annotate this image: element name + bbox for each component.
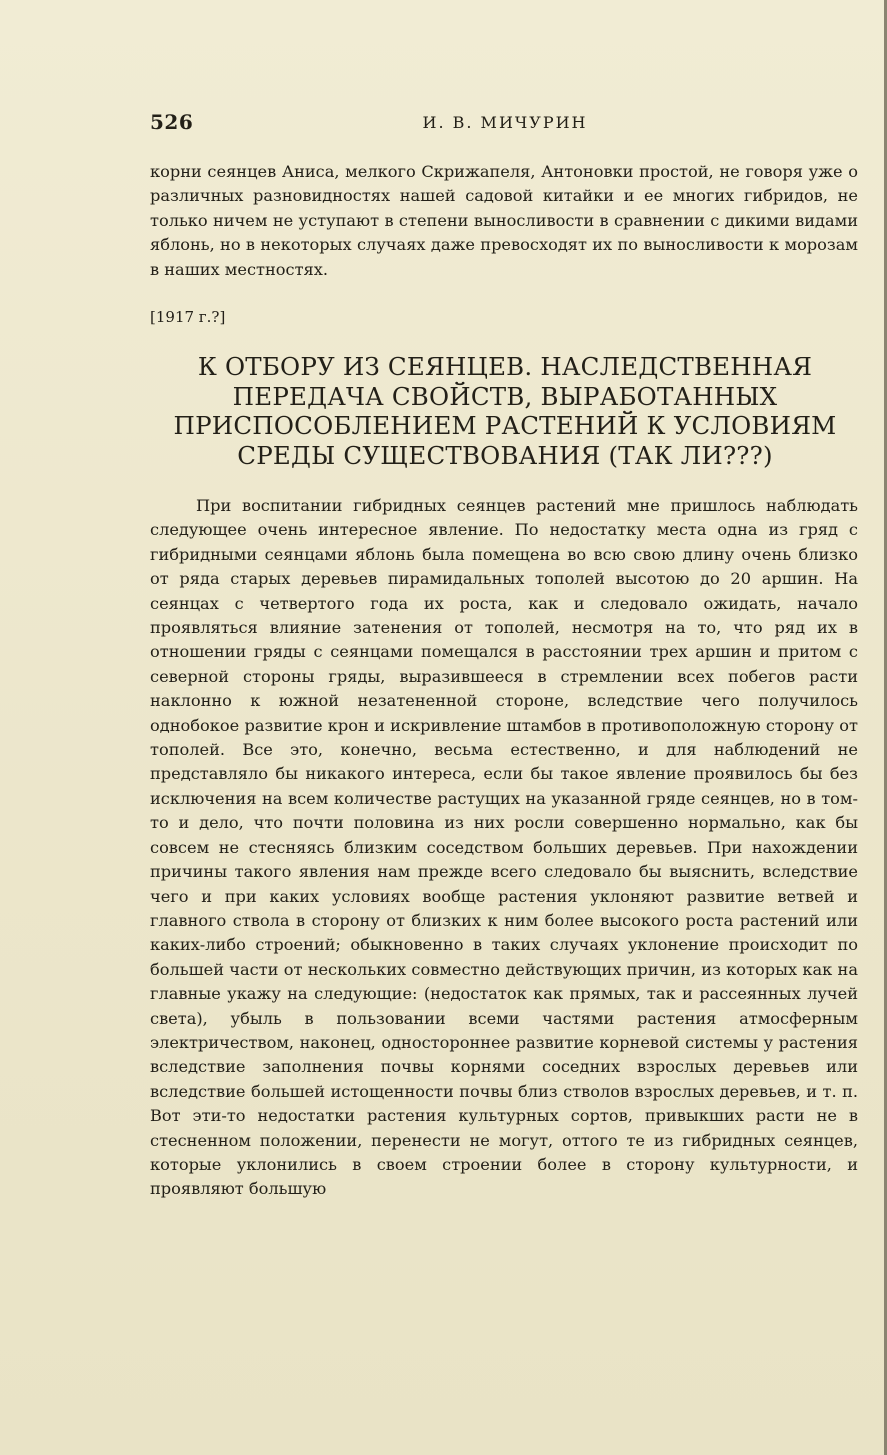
title-line: СРЕДЫ СУЩЕСТВОВАНИЯ (ТАК ЛИ???) (237, 440, 773, 470)
continuation-paragraph: корни сеянцев Аниса, мелкого Скрижапеля, Антоновки простой, не говоря уже о различных разновидностях нашей садовой китайки и ее многих гибридов, не только ничем не уступают в степени выносливости в сравнении с дикими видами яблонь, но в некоторых случаях даже превосходят их по выносливости к морозам в наших местностях. (150, 162, 858, 279)
title-line: К ОТБОРУ ИЗ СЕЯНЦЕВ. НАСЛЕДСТВЕННАЯ (197, 352, 813, 381)
date-note: [1917 г.?] (150, 308, 226, 326)
continuation-text (150, 160, 858, 282)
article-body (150, 494, 858, 1202)
body-paragraph: При воспитании гибридных сеянцев растений мне пришлось наблюдать следующее очень интересное явление. По недостатку места одна из гряд с гибридными сеянцами яблонь была помещена во всю свою длину очень близко от ряда старых деревьев пирамидальных тополей высотою до 20 аршин. На сеянцах с четвертого года их роста, как и следовало ожидать, начало проявляться влияние затенения от тополей, несмотря на то, что ряд их в отношении гряды с сеянцами помещался в расстоянии трех аршин и притом с северной стороны гряды, выразившееся в стремлении всех побегов расти наклонно к южной незатененной стороне, вследствие чего получилось однобокое развитие крон и искривление штамбов в противоположную сторону от тополей. Все это, конечно, весьма естественно, и для наблюдений не представляло бы никакого интереса, если бы такое явление проявилось бы без исключения на всем количестве растущих на указанной гряде сеянцев, но в том-то и дело, что почти половина из них росли совершенно нормально, как бы совсем не стесняясь близким соседством больших деревьев. При нахождении причины такого явления нам прежде всего следовало бы выяснить, вследствие чего и при каких условиях вообще растения уклоняют развитие ветвей и главного ствола в сторону от близких к ним более высокого роста растений или каких-либо строений; обыкновенно в таких случаях уклонение происходит по большей части от нескольких совместно действующих причин, из которых как на главные укажу на следующие: (недостаток как прямых, так и рассеянных лучей света), убыль в пользовании всеми частями растения атмосферным электричеством, наконец, одностороннее развитие корневой системы у растения вследствие заполнения почвы корнями соседних взрослых деревьев или вследствие большей истощенности почвы близ стволов взрослых деревьев, и т. п. Вот эти-то недостатки растения культурных сортов, привыкших расти не в стесненном положении, перенести не могут, оттого те из гибридных сеянцев, которые уклонились в своем строении более в сторону культурности, и проявляют большую (150, 496, 858, 1199)
title-line: ПЕРЕДАЧА СВОЙСТВ, ВЫРАБОТАННЫХ (232, 381, 778, 411)
title-line: ПРИСПОСОБЛЕНИЕМ РАСТЕНИЙ К УСЛОВИЯМ (173, 411, 837, 440)
page-header (150, 110, 860, 140)
page-number: 526 (150, 110, 194, 134)
article-title (150, 352, 860, 470)
running-head: И. В. МИЧУРИН (422, 113, 588, 132)
